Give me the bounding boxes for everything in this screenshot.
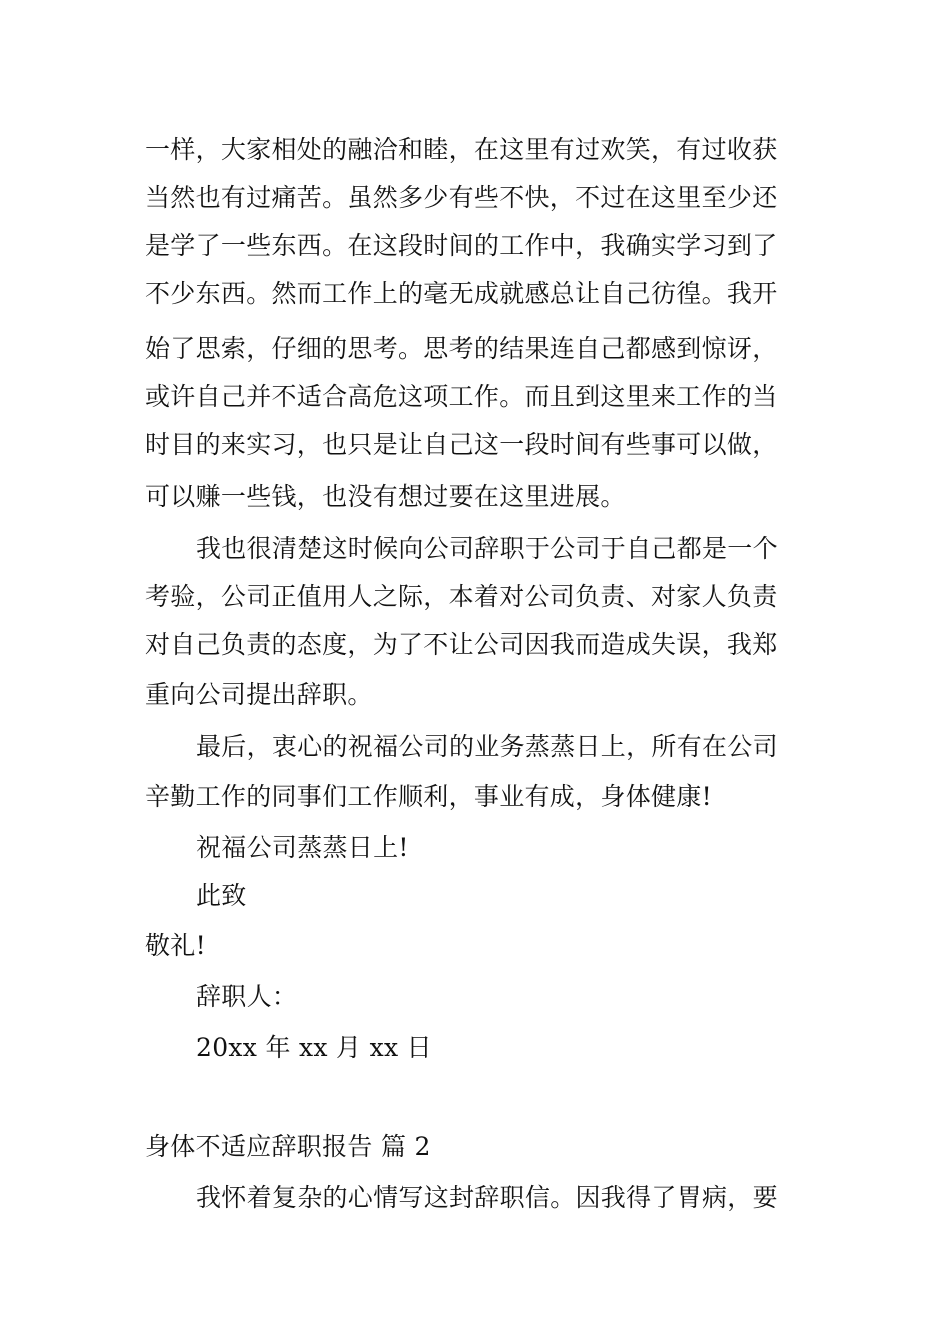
paragraph-start-line: 我怀着复杂的心情写这封辞职信。因我得了胃病，要 xyxy=(196,1183,778,1212)
body-text-line: 对自己负责的态度，为了不让公司因我而造成失误，我郑 xyxy=(145,630,778,659)
body-text-line: 可以赚一些钱，也没有想过要在这里进展。 xyxy=(145,482,626,511)
body-text-line: 一样，大家相处的融洽和睦，在这里有过欢笑，有过收获 xyxy=(145,135,778,164)
body-text-line: 是学了一些东西。在这段时间的工作中，我确实学习到了 xyxy=(145,231,778,260)
body-text-line: 始了思索，仔细的思考。思考的结果连自己都感到惊讶， xyxy=(145,334,778,363)
body-text-line: 或许自己并不适合高危这项工作。而且到这里来工作的当 xyxy=(145,382,778,411)
closing-wish: 祝福公司蒸蒸日上! xyxy=(196,833,409,862)
signature-date: 20xx 年 xx 月 xx 日 xyxy=(196,1033,432,1062)
body-text-line: 重向公司提出辞职。 xyxy=(145,680,373,709)
signature-label: 辞职人： xyxy=(196,982,298,1011)
paragraph-start-line: 最后，衷心的祝福公司的业务蒸蒸日上，所有在公司 xyxy=(196,732,778,761)
body-text-line: 时目的来实习，也只是让自己这一段时间有些事可以做， xyxy=(145,430,778,459)
body-text-line: 考验，公司正值用人之际，本着对公司负责、对家人负责 xyxy=(145,582,778,611)
body-text-line: 辛勤工作的同事们工作顺利，事业有成，身体健康! xyxy=(145,782,712,811)
closing-regards: 敬礼! xyxy=(145,931,206,960)
section-heading: 身体不适应辞职报告 篇 2 xyxy=(145,1132,431,1161)
body-text-line: 当然也有过痛苦。虽然多少有些不快，不过在这里至少还 xyxy=(145,183,778,212)
body-text-line: 不少东西。然而工作上的毫无成就感总让自己彷徨。我开 xyxy=(145,279,778,308)
closing-salutation: 此致 xyxy=(196,881,247,910)
paragraph-start-line: 我也很清楚这时候向公司辞职于公司于自己都是一个 xyxy=(196,534,778,563)
